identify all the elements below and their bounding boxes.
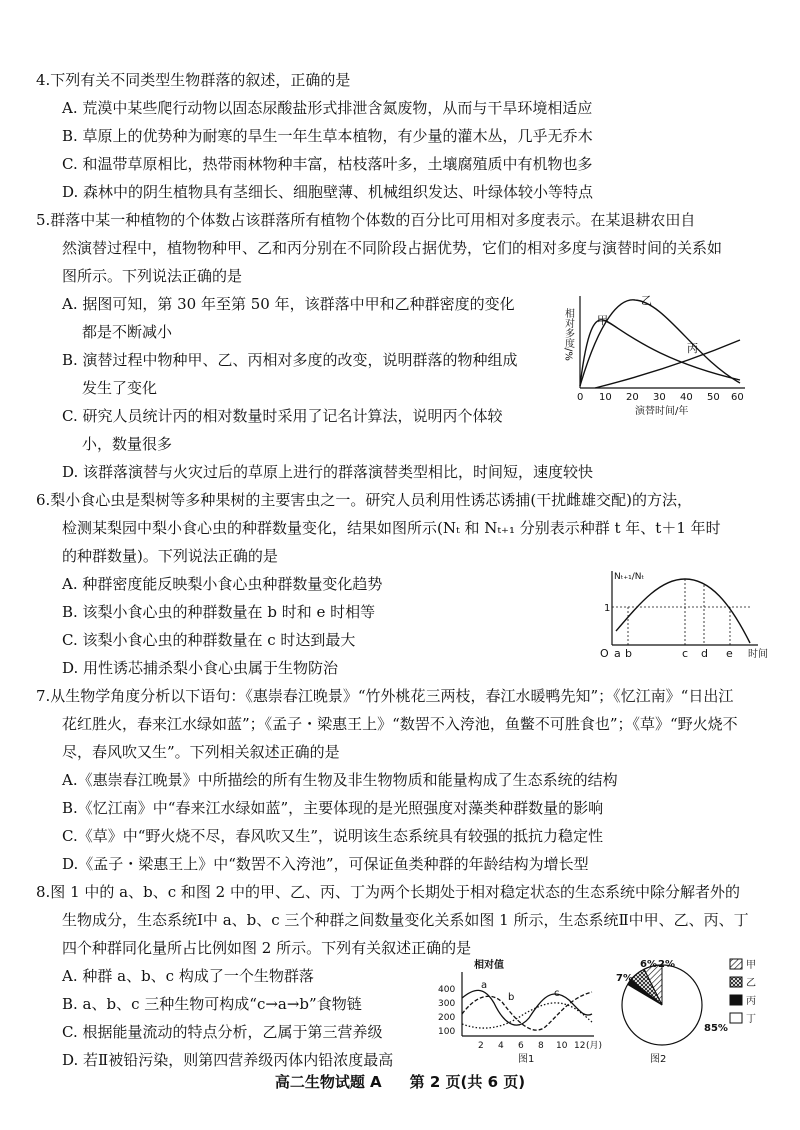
q5-option-a-2: 都是不断减小 — [82, 323, 173, 341]
fig1-xtick-2: 2 — [478, 1041, 484, 1051]
fig2-pct-top: 6% — [640, 959, 657, 970]
q7-stem-3: 尽，春风吹又生”。下列相关叙述正确的是 — [62, 743, 340, 761]
fig2-legend-jia: 甲 — [746, 960, 756, 971]
fig2-legend-bing: 丙 — [746, 996, 756, 1007]
q5-curve-jia — [580, 320, 740, 386]
q5-x-label: 演替时间/年 — [635, 406, 689, 417]
q8-figure-2 — [612, 955, 782, 1070]
q5-y-label: 相对多度/% — [562, 308, 574, 361]
fig2-legend — [730, 959, 756, 1025]
q5-label-yi: 乙 — [641, 294, 652, 307]
q8-option-d: D. 若Ⅱ被铅污染，则第四营养级丙体内铅浓度最高 — [62, 1051, 394, 1069]
q6-point-c: c — [682, 647, 689, 660]
fig1-ytick-300: 300 — [438, 999, 456, 1009]
q5-option-d: D. 该群落演替与火灾过后的草原上进行的群落演替类型相比，时间短，速度较快 — [62, 463, 594, 481]
q5-tick-10: 10 — [599, 392, 612, 403]
q8-stem-2: 生物成分，生态系统Ⅰ中 a、b、c 三个种群之间数量变化关系如图 1 所示，生态系统Ⅱ中甲、乙、丙、丁 — [62, 911, 749, 929]
fig1-label-a: a — [481, 980, 488, 991]
q6-option-b: B. 该梨小食心虫的种群数量在 b 时和 e 时相等 — [62, 603, 376, 621]
q6-one-label: 1 — [604, 603, 611, 614]
fig1-ytick-400: 400 — [438, 985, 456, 995]
q5-option-c-1: C. 研究人员统计丙的相对数量时采用了记名计算法，说明丙个体较 — [62, 407, 503, 425]
q6-stem-1: 6.梨小食心虫是梨树等多种果树的主要害虫之一。研究人员利用性诱芯诱捕(干扰雌雄交配)的方法， — [36, 491, 693, 509]
q6-option-d: D. 用性诱芯捕杀梨小食心虫属于生物防治 — [62, 659, 339, 677]
q8-option-b: B. a、b、c 三种生物可构成“c→a→b”食物链 — [62, 995, 362, 1013]
q6-option-c: C. 该梨小食心虫的种群数量在 c 时达到最大 — [62, 631, 356, 649]
q5-tick-30: 30 — [653, 392, 666, 403]
q6-y-label: Nₜ₊₁/Nₜ — [614, 572, 645, 582]
q5-tick-50: 50 — [707, 392, 720, 403]
footer-page: 第 2 页(共 6 页) — [409, 1073, 526, 1091]
q8-stem-1: 8.图 1 中的 a、b、c 和图 2 中的甲、乙、丙、丁为两个长期处于相对稳定状态的生态系统中除分解者外的 — [36, 883, 740, 901]
q7-stem-2: 花红胜火，春来江水绿如蓝”；《孟子・梁惠王上》“数罟不入洿池，鱼鳖不可胜食也”；《草》“野火烧不 — [62, 715, 738, 733]
fig1-xtick-6: 6 — [518, 1041, 524, 1051]
fig2-legend-swatch-yi — [730, 977, 742, 987]
q6-stem-2: 检测某梨园中梨小食心虫的种群数量变化，结果如图所示(Nₜ 和 Nₜ₊₁ 分别表示种群 t 年、t＋1 年时 — [62, 519, 721, 537]
q7-option-d: D.《孟子・梁惠王上》中“数罟不入洿池”，可保证鱼类种群的年龄结构为增长型 — [62, 855, 589, 873]
fig1-label-b: b — [508, 992, 515, 1003]
q7-stem-1: 7.从生物学角度分析以下语句：《惠崇春江晚景》“竹外桃花三两枝，春江水暖鸭先知”；《忆江南》“日出江 — [36, 687, 734, 705]
q5-tick-60: 60 — [731, 392, 744, 403]
q5-option-c-2: 小，数量很多 — [82, 435, 173, 453]
q6-point-d: d — [701, 647, 708, 660]
page-footer — [0, 1071, 800, 1092]
q4-stem: 4.下列有关不同类型生物群落的叙述，正确的是 — [36, 71, 351, 89]
fig2-legend-swatch-bing — [730, 995, 742, 1005]
fig2-pct-small: 7% — [616, 973, 633, 984]
q5-tick-20: 20 — [626, 392, 639, 403]
q5-label-bing: 丙 — [687, 342, 698, 355]
q6-point-a: a — [614, 647, 621, 660]
fig2-legend-swatch-ding — [730, 1013, 742, 1023]
fig1-series-b — [462, 992, 592, 1030]
q6-option-a: A. 种群密度能反映梨小食心虫种群数量变化趋势 — [62, 575, 383, 593]
q5-x-ticks — [577, 392, 744, 403]
fig2-legend-swatch-jia — [730, 959, 742, 969]
q5-tick-40: 40 — [680, 392, 693, 403]
fig1-xtick-12: 12 — [574, 1041, 586, 1051]
q5-succession-chart — [555, 288, 775, 418]
q7-option-a: A.《惠崇春江晚景》中所描绘的所有生物及非生物物质和能量构成了生态系统的结构 — [62, 771, 618, 789]
q5-option-b-2: 发生了变化 — [82, 379, 158, 397]
q5-option-a-1: A. 据图可知，第 30 年至第 50 年，该群落中甲和乙种群密度的变化 — [62, 295, 515, 313]
q7-option-b: B.《忆江南》中“春来江水绿如蓝”，主要体现的是光照强度对藻类种群数量的影响 — [62, 799, 604, 817]
fig1-series-a — [462, 990, 592, 1025]
fig1-ytick-200: 200 — [438, 1013, 456, 1023]
q8-option-c: C. 根据能量流动的特点分析，乙属于第三营养级 — [62, 1023, 383, 1041]
fig1-y-label: 相对值 — [474, 960, 504, 971]
q6-ratio-chart — [590, 563, 785, 663]
q6-point-b: b — [625, 647, 632, 660]
q5-stem-3: 图所示。下列说法正确的是 — [62, 267, 243, 285]
q5-curve-bing — [595, 340, 740, 388]
q5-stem-1: 5.群落中某一种植物的个体数占该群落所有植物个体数的百分比可用相对多度表示。在某退耕农田自 — [36, 211, 696, 229]
q6-x-label: 时间 — [748, 649, 768, 660]
q5-stem-2: 然演替过程中，植物物种甲、乙和丙分别在不同阶段占据优势，它们的相对多度与演替时间的关系如 — [62, 239, 723, 257]
fig2-pct-big: 85% — [704, 1023, 728, 1034]
q4-option-d: D. 森林中的阴生植物具有茎细长、细胞壁薄、机械组织发达、叶绿体较小等特点 — [62, 183, 594, 201]
fig2-caption: 图2 — [650, 1054, 667, 1065]
q6-stem-3: 的种群数量)。下列说法正确的是 — [62, 547, 278, 565]
fig2-legend-ding: 丁 — [746, 1014, 756, 1025]
fig1-xtick-4: 4 — [498, 1041, 504, 1051]
q7-option-c: C.《草》中“野火烧不尽，春风吹又生”，说明该生态系统具有较强的抵抗力稳定性 — [62, 827, 604, 845]
footer-title: 高二生物试题 A — [274, 1073, 382, 1091]
fig1-x-unit: (月) — [586, 1041, 603, 1051]
q4-option-b: B. 草原上的优势种为耐寒的旱生一年生草本植物，有少量的灌木丛，几乎无乔木 — [62, 127, 593, 145]
q6-point-e: e — [726, 647, 733, 660]
q5-label-jia: 甲 — [597, 314, 608, 327]
fig1-label-c: c — [554, 988, 560, 999]
q5-option-b-1: B. 演替过程中物种甲、乙、丙相对多度的改变，说明群落的物种组成 — [62, 351, 518, 369]
q8-stem-3: 四个种群同化量所占比例如图 2 所示。下列有关叙述正确的是 — [62, 939, 472, 957]
fig1-ytick-100: 100 — [438, 1027, 456, 1037]
q8-option-a: A. 种群 a、b、c 构成了一个生物群落 — [62, 967, 314, 985]
fig1-xtick-10: 10 — [556, 1041, 568, 1051]
fig2-legend-yi: 乙 — [746, 978, 756, 989]
fig1-caption: 图1 — [518, 1054, 535, 1065]
q6-origin: O — [600, 647, 609, 660]
q4-option-c: C. 和温带草原相比，热带雨林物种丰富，枯枝落叶多，土壤腐殖质中有机物也多 — [62, 155, 593, 173]
fig2-pct-top2: 2% — [658, 959, 675, 970]
q8-figure-1 — [434, 958, 609, 1068]
fig1-xtick-8: 8 — [538, 1041, 544, 1051]
q4-option-a: A. 荒漠中某些爬行动物以固态尿酸盐形式排泄含氮废物，从而与干旱环境相适应 — [62, 99, 593, 117]
fig1-series-c — [462, 1003, 592, 1028]
q5-tick-0: 0 — [577, 392, 584, 403]
